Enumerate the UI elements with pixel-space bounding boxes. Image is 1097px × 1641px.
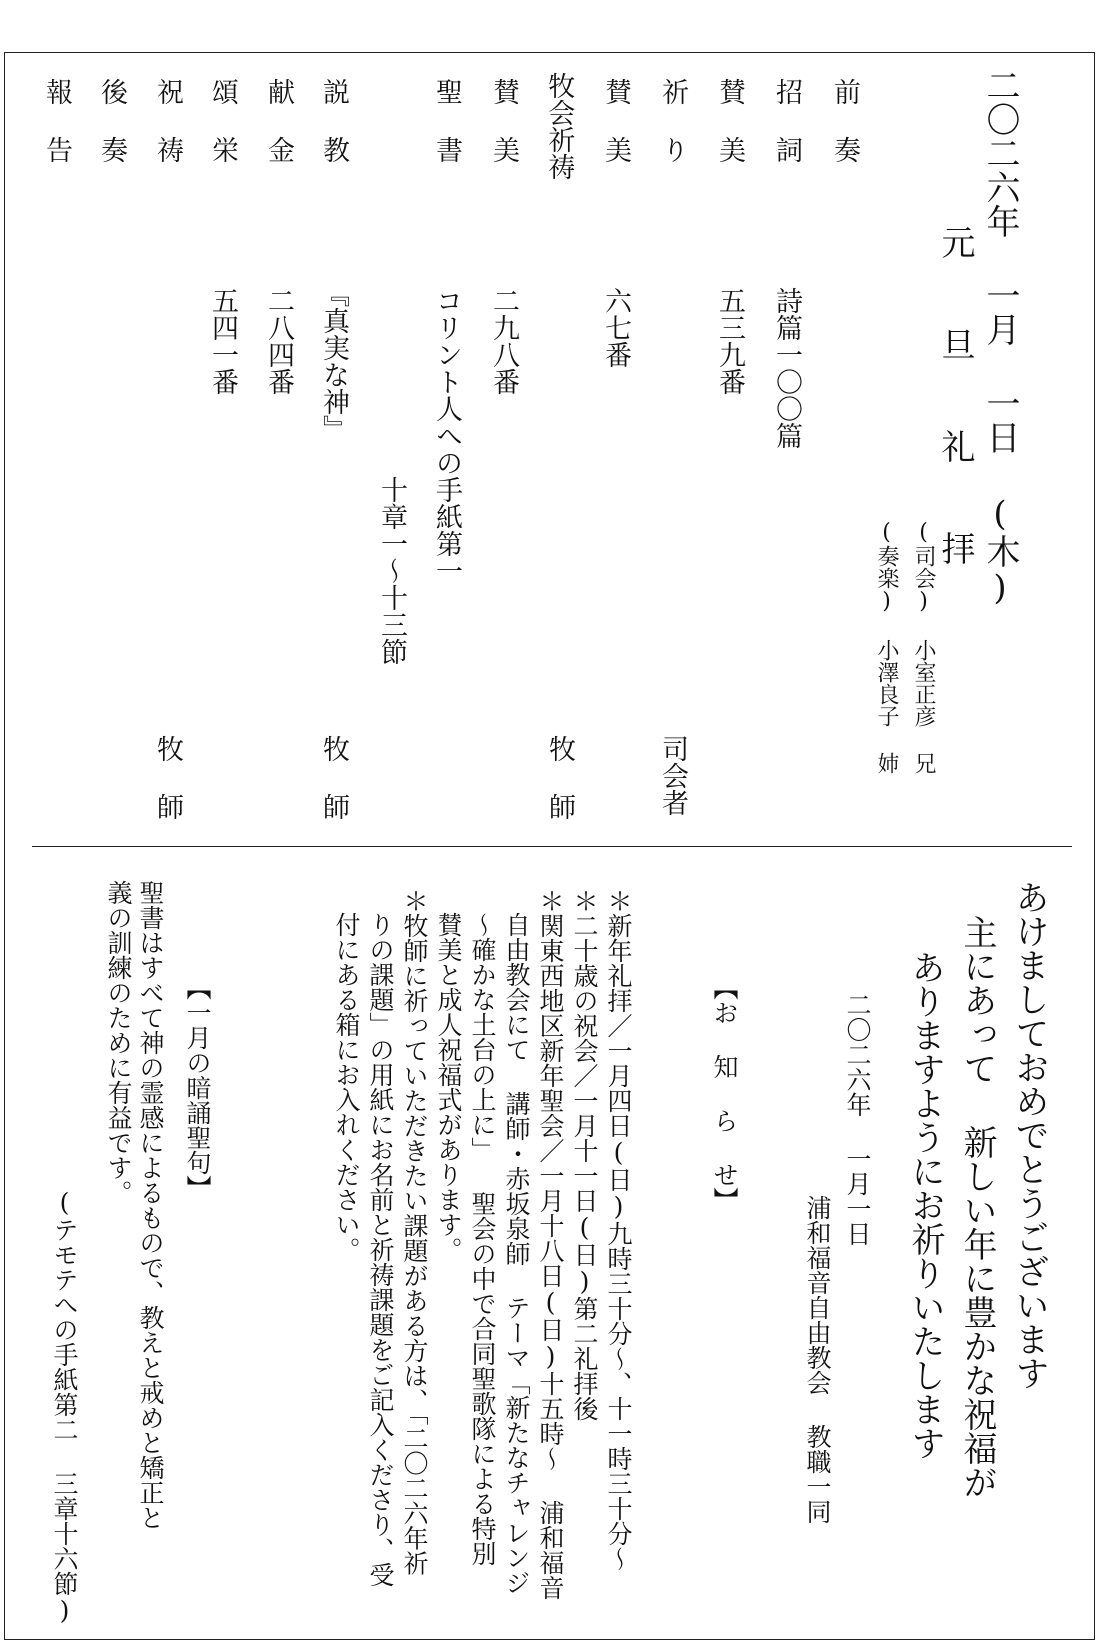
program-detail: 六七番 — [600, 287, 631, 368]
program-role: 牧 師 — [544, 735, 575, 820]
program-item: 献 金 — [263, 78, 294, 163]
greeting-line-1: あけましておめでとうございます — [1009, 880, 1049, 1390]
service-date: 二〇二六年 一月 一日 (木) — [980, 68, 1020, 608]
service-title: 元 旦 礼 拝 — [935, 225, 975, 579]
program-item: 賛 美 — [714, 78, 745, 163]
greeting-signature: 浦和福音自由教会 教職一同 — [803, 1195, 832, 1524]
program-item: 後 奏 — [96, 78, 127, 163]
memory-verse-reference: (テモテへの手紙第二 三章十六節) — [50, 1188, 79, 1625]
memory-verse-line-2: 義の訓練のために有益です。 — [104, 880, 133, 1205]
notice-line: ＊関東西地区新年聖会／一月十八日(日)十五時～ 浦和福音 — [536, 888, 565, 1600]
program-role: 司会者 — [657, 735, 688, 816]
program-item: 賛 美 — [488, 78, 519, 163]
memory-verse-line-1: 聖書はすべて神の霊感によるもので、教えと戒めと矯正と — [136, 880, 165, 1530]
presider: (司会) 小室正彦 兄 — [911, 520, 936, 774]
program-item: 説 教 — [318, 78, 349, 163]
notice-line: 付にある箱にお入れください。 — [332, 912, 361, 1262]
program-item: 祈 り — [657, 78, 688, 163]
program-role: 牧 師 — [318, 735, 349, 820]
program-item: 賛 美 — [600, 78, 631, 163]
notice-line: ＊新年礼拝／一月四日(日)九時三十分～、十一時三十分～ — [604, 888, 633, 1571]
notices-heading: 【お 知 ら せ】 — [710, 975, 739, 1212]
notice-line: ～確かな土台の上に」 聖会の中で合同聖歌隊による特別 — [468, 912, 497, 1566]
memory-verse-heading: 【一月の暗誦聖句】 — [183, 975, 212, 1200]
program-item: 前 奏 — [829, 78, 860, 163]
section-divider — [32, 846, 1072, 847]
greeting-line-2: 主にあって 新しい年に豊かな祝福が — [957, 915, 997, 1499]
program-detail: 二八四番 — [263, 287, 294, 395]
program-detail-2: 十章一～十三節 — [376, 476, 407, 665]
sermon-title: 『真実な神』 — [318, 280, 349, 442]
notice-line: 自由教会にて 講師・赤坂泉師 テーマ「新たなチャレンジ — [502, 912, 531, 1595]
notice-line: 賛美と成人祝福式があります。 — [434, 912, 463, 1262]
notice-line: ＊牧師に祈っていただきたい課題がある方は、「二〇二六年祈 — [400, 888, 429, 1576]
program-item: 祝 祷 — [152, 78, 183, 163]
program-detail: 詩篇一〇〇篇 — [771, 287, 802, 449]
program-detail: コリント人への手紙第一 — [431, 287, 462, 584]
program-item: 牧会祈祷 — [543, 72, 575, 180]
program-item: 招 詞 — [771, 78, 802, 163]
program-detail: 五四一番 — [207, 287, 238, 395]
program-role: 牧 師 — [152, 735, 183, 820]
greeting-line-3: ありますようにお祈りいたします — [905, 950, 945, 1460]
program-item: 報 告 — [41, 78, 72, 163]
notice-line: ＊二十歳の祝会／一月十一日(日)第二礼拝後 — [570, 888, 599, 1421]
program-item: 聖 書 — [431, 78, 462, 163]
musician: (奏楽) 小澤良子 姉 — [874, 520, 899, 774]
program-detail: 二九八番 — [488, 287, 519, 395]
greeting-date: 二〇二六年 一月一日 — [843, 992, 872, 1246]
program-item: 頌 栄 — [207, 78, 238, 163]
program-detail: 五三九番 — [714, 287, 745, 395]
notice-line: りの課題」の用紙にお名前と祈祷課題をご記入くださり、受 — [366, 912, 395, 1587]
